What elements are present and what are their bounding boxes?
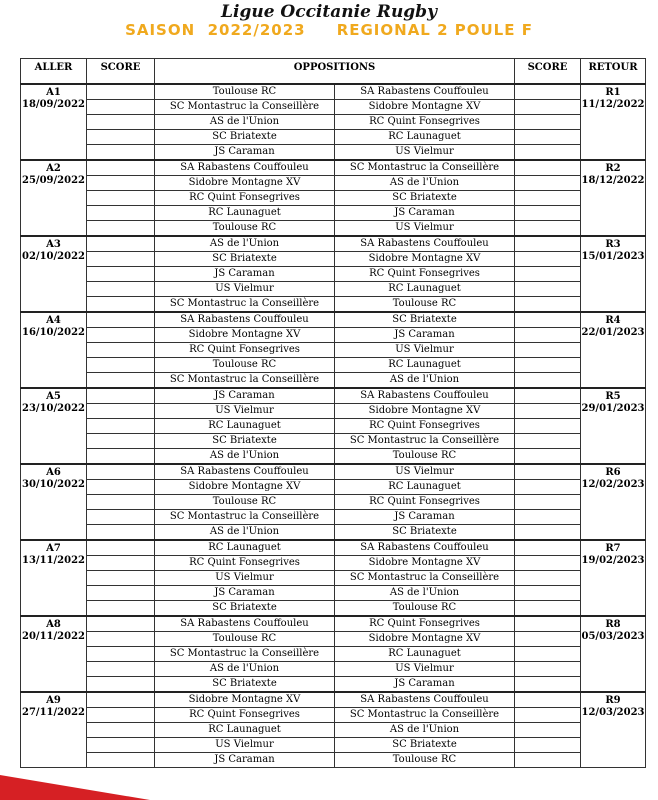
home-team: AS de l'Union	[155, 115, 335, 130]
score-home-cell	[87, 343, 155, 358]
score-away-cell	[515, 571, 581, 586]
home-team: JS Caraman	[155, 586, 335, 601]
away-team: AS de l'Union	[335, 373, 515, 389]
score-away-cell	[515, 738, 581, 753]
home-team: SC Montastruc la Conseillère	[155, 100, 335, 115]
table-row	[21, 282, 646, 297]
aller-date: 25/09/2022	[22, 175, 85, 186]
league-name: Ligue Occitanie Rugby	[221, 2, 437, 22]
table-row	[21, 738, 646, 753]
score-away-cell	[515, 525, 581, 541]
score-away-cell	[515, 130, 581, 145]
aller-date: 02/10/2022	[22, 251, 85, 262]
score-away-cell	[515, 540, 581, 556]
score-away-cell	[515, 419, 581, 434]
score-away-cell	[515, 480, 581, 495]
score-away-cell	[515, 221, 581, 237]
retour-cell	[581, 312, 646, 388]
score-away-cell	[515, 404, 581, 419]
away-team: AS de l'Union	[335, 176, 515, 191]
away-team: SC Briatexte	[335, 525, 515, 541]
score-away-cell	[515, 692, 581, 708]
score-away-cell	[515, 677, 581, 693]
score-away-cell	[515, 297, 581, 313]
score-home-cell	[87, 556, 155, 571]
away-team: US Vielmur	[335, 343, 515, 358]
home-team: AS de l'Union	[155, 662, 335, 677]
score-away-cell	[515, 464, 581, 480]
aller-cell	[21, 160, 87, 236]
home-team: RC Launaguet	[155, 206, 335, 221]
table-row	[21, 373, 646, 389]
table-row	[21, 419, 646, 434]
away-team: SC Briatexte	[335, 191, 515, 206]
column-retour: RETOUR	[581, 59, 646, 85]
score-home-cell	[87, 176, 155, 191]
table-row	[21, 160, 646, 176]
away-team: RC Quint Fonsegrives	[335, 616, 515, 632]
aller-round: A5	[46, 391, 61, 402]
score-away-cell	[515, 662, 581, 677]
aller-cell	[21, 540, 87, 616]
home-team: RC Launaguet	[155, 419, 335, 434]
score-home-cell	[87, 84, 155, 100]
retour-round: R7	[605, 543, 621, 554]
aller-round: A4	[46, 315, 61, 326]
retour-cell	[581, 388, 646, 464]
away-team: SA Rabastens Couffouleu	[335, 236, 515, 252]
score-home-cell	[87, 145, 155, 161]
score-home-cell	[87, 191, 155, 206]
aller-cell	[21, 692, 87, 768]
aller-cell	[21, 312, 87, 388]
table-row	[21, 495, 646, 510]
table-row	[21, 358, 646, 373]
score-home-cell	[87, 616, 155, 632]
away-team: Sidobre Montagne XV	[335, 632, 515, 647]
away-team: AS de l'Union	[335, 723, 515, 738]
home-team: Toulouse RC	[155, 632, 335, 647]
score-away-cell	[515, 586, 581, 601]
table-row	[21, 753, 646, 768]
table-row	[21, 328, 646, 343]
score-home-cell	[87, 236, 155, 252]
away-team: SC Montastruc la Conseillère	[335, 434, 515, 449]
column-score-away: SCORE	[515, 59, 581, 85]
table-row	[21, 145, 646, 161]
table-row	[21, 343, 646, 358]
home-team: Sidobre Montagne XV	[155, 480, 335, 495]
table-row	[21, 525, 646, 541]
retour-round: R3	[605, 239, 621, 250]
home-team: JS Caraman	[155, 388, 335, 404]
away-team: SA Rabastens Couffouleu	[335, 692, 515, 708]
home-team: AS de l'Union	[155, 236, 335, 252]
score-away-cell	[515, 510, 581, 525]
home-team: SC Briatexte	[155, 677, 335, 693]
table-row	[21, 601, 646, 617]
score-away-cell	[515, 160, 581, 176]
away-team: RC Quint Fonsegrives	[335, 419, 515, 434]
score-home-cell	[87, 115, 155, 130]
score-home-cell	[87, 571, 155, 586]
score-home-cell	[87, 738, 155, 753]
score-away-cell	[515, 753, 581, 768]
table-row	[21, 647, 646, 662]
retour-cell	[581, 160, 646, 236]
score-away-cell	[515, 601, 581, 617]
away-team: SA Rabastens Couffouleu	[335, 84, 515, 100]
score-away-cell	[515, 616, 581, 632]
aller-round: A1	[46, 87, 61, 98]
home-team: US Vielmur	[155, 738, 335, 753]
home-team: SC Montastruc la Conseillère	[155, 510, 335, 525]
away-team: Sidobre Montagne XV	[335, 252, 515, 267]
away-team: AS de l'Union	[335, 586, 515, 601]
home-team: SC Briatexte	[155, 252, 335, 267]
score-away-cell	[515, 434, 581, 449]
home-team: RC Quint Fonsegrives	[155, 556, 335, 571]
retour-date: 18/12/2022	[581, 175, 645, 186]
away-team: Toulouse RC	[335, 601, 515, 617]
away-team: RC Launaguet	[335, 130, 515, 145]
home-team: Sidobre Montagne XV	[155, 328, 335, 343]
table-row	[21, 632, 646, 647]
document-header	[0, 0, 658, 52]
table-row	[21, 571, 646, 586]
score-home-cell	[87, 753, 155, 768]
score-away-cell	[515, 373, 581, 389]
away-team: RC Launaguet	[335, 282, 515, 297]
column-oppositions: OPPOSITIONS	[155, 59, 515, 85]
aller-round: A6	[46, 467, 61, 478]
home-team: SC Briatexte	[155, 130, 335, 145]
score-home-cell	[87, 632, 155, 647]
home-team: SC Montastruc la Conseillère	[155, 647, 335, 662]
table-row	[21, 191, 646, 206]
retour-date: 11/12/2022	[581, 99, 645, 110]
away-team: Sidobre Montagne XV	[335, 556, 515, 571]
score-away-cell	[515, 312, 581, 328]
away-team: US Vielmur	[335, 221, 515, 237]
away-team: JS Caraman	[335, 677, 515, 693]
column-score-home: SCORE	[87, 59, 155, 85]
score-away-cell	[515, 252, 581, 267]
away-team: SC Briatexte	[335, 738, 515, 753]
aller-cell	[21, 616, 87, 692]
home-team: RC Quint Fonsegrives	[155, 343, 335, 358]
table-row	[21, 236, 646, 252]
table-row	[21, 404, 646, 419]
home-team: Sidobre Montagne XV	[155, 176, 335, 191]
home-team: US Vielmur	[155, 404, 335, 419]
table-header-row	[21, 59, 646, 85]
away-team: RC Quint Fonsegrives	[335, 115, 515, 130]
table-row	[21, 449, 646, 465]
home-team: SC Montastruc la Conseillère	[155, 373, 335, 389]
table-row	[21, 616, 646, 632]
home-team: Sidobre Montagne XV	[155, 692, 335, 708]
score-away-cell	[515, 267, 581, 282]
score-home-cell	[87, 282, 155, 297]
score-away-cell	[515, 723, 581, 738]
retour-round: R2	[605, 163, 621, 174]
score-home-cell	[87, 662, 155, 677]
table-row	[21, 708, 646, 723]
retour-date: 15/01/2023	[581, 251, 645, 262]
aller-date: 13/11/2022	[22, 555, 85, 566]
column-aller: ALLER	[21, 59, 87, 85]
aller-cell	[21, 388, 87, 464]
table-row	[21, 115, 646, 130]
home-team: Toulouse RC	[155, 495, 335, 510]
home-team: SA Rabastens Couffouleu	[155, 312, 335, 328]
away-team: Toulouse RC	[335, 297, 515, 313]
aller-cell	[21, 464, 87, 540]
score-away-cell	[515, 191, 581, 206]
home-team: US Vielmur	[155, 571, 335, 586]
home-team: Toulouse RC	[155, 221, 335, 237]
table-row	[21, 267, 646, 282]
aller-date: 27/11/2022	[22, 707, 85, 718]
aller-cell	[21, 84, 87, 160]
retour-cell	[581, 84, 646, 160]
away-team: SC Montastruc la Conseillère	[335, 160, 515, 176]
away-team: Toulouse RC	[335, 449, 515, 465]
score-home-cell	[87, 267, 155, 282]
score-home-cell	[87, 312, 155, 328]
retour-date: 29/01/2023	[581, 403, 645, 414]
retour-cell	[581, 464, 646, 540]
aller-round: A7	[46, 543, 61, 554]
score-home-cell	[87, 525, 155, 541]
table-row	[21, 692, 646, 708]
score-home-cell	[87, 540, 155, 556]
home-team: AS de l'Union	[155, 525, 335, 541]
corner-accent	[0, 775, 150, 800]
away-team: SC Briatexte	[335, 312, 515, 328]
home-team: JS Caraman	[155, 753, 335, 768]
score-home-cell	[87, 586, 155, 601]
score-home-cell	[87, 388, 155, 404]
score-away-cell	[515, 282, 581, 297]
table-row	[21, 556, 646, 571]
home-team: JS Caraman	[155, 267, 335, 282]
score-away-cell	[515, 343, 581, 358]
score-away-cell	[515, 84, 581, 100]
table-row	[21, 130, 646, 145]
away-team: RC Launaguet	[335, 358, 515, 373]
score-home-cell	[87, 297, 155, 313]
score-home-cell	[87, 419, 155, 434]
home-team: JS Caraman	[155, 145, 335, 161]
retour-round: R5	[605, 391, 621, 402]
table-row	[21, 464, 646, 480]
score-away-cell	[515, 236, 581, 252]
retour-cell	[581, 236, 646, 312]
table-row	[21, 100, 646, 115]
score-home-cell	[87, 480, 155, 495]
score-away-cell	[515, 358, 581, 373]
retour-date: 05/03/2023	[581, 631, 645, 642]
score-home-cell	[87, 404, 155, 419]
retour-date: 12/02/2023	[581, 479, 645, 490]
table-row	[21, 540, 646, 556]
away-team: SA Rabastens Couffouleu	[335, 388, 515, 404]
away-team: US Vielmur	[335, 145, 515, 161]
table-row	[21, 586, 646, 601]
score-away-cell	[515, 100, 581, 115]
score-home-cell	[87, 252, 155, 267]
score-away-cell	[515, 708, 581, 723]
score-away-cell	[515, 176, 581, 191]
aller-date: 16/10/2022	[22, 327, 85, 338]
away-team: Sidobre Montagne XV	[335, 404, 515, 419]
table-row	[21, 480, 646, 495]
away-team: JS Caraman	[335, 328, 515, 343]
table-row	[21, 510, 646, 525]
table-row	[21, 176, 646, 191]
table-row	[21, 388, 646, 404]
retour-date: 22/01/2023	[581, 327, 645, 338]
score-away-cell	[515, 556, 581, 571]
table-row	[21, 723, 646, 738]
score-home-cell	[87, 130, 155, 145]
home-team: Toulouse RC	[155, 358, 335, 373]
score-away-cell	[515, 328, 581, 343]
away-team: Sidobre Montagne XV	[335, 100, 515, 115]
score-home-cell	[87, 464, 155, 480]
table-row	[21, 221, 646, 237]
score-home-cell	[87, 677, 155, 693]
retour-date: 19/02/2023	[581, 555, 645, 566]
home-team: US Vielmur	[155, 282, 335, 297]
home-team: RC Launaguet	[155, 540, 335, 556]
away-team: SC Montastruc la Conseillère	[335, 708, 515, 723]
score-home-cell	[87, 495, 155, 510]
score-home-cell	[87, 206, 155, 221]
score-away-cell	[515, 647, 581, 662]
table-row	[21, 84, 646, 100]
score-away-cell	[515, 388, 581, 404]
score-away-cell	[515, 145, 581, 161]
table-row	[21, 252, 646, 267]
score-home-cell	[87, 434, 155, 449]
score-away-cell	[515, 449, 581, 465]
away-team: RC Launaguet	[335, 647, 515, 662]
score-away-cell	[515, 206, 581, 221]
retour-round: R9	[605, 695, 621, 706]
season-title: SAISON 2022/2023 REGIONAL 2 POULE F	[125, 21, 533, 39]
aller-date: 20/11/2022	[22, 631, 85, 642]
away-team: RC Quint Fonsegrives	[335, 267, 515, 282]
aller-date: 30/10/2022	[22, 479, 85, 490]
score-home-cell	[87, 100, 155, 115]
away-team: RC Launaguet	[335, 480, 515, 495]
aller-round: A2	[46, 163, 61, 174]
score-home-cell	[87, 708, 155, 723]
home-team: SC Montastruc la Conseillère	[155, 297, 335, 313]
table-row	[21, 677, 646, 693]
aller-round: A9	[46, 695, 61, 706]
score-home-cell	[87, 373, 155, 389]
away-team: JS Caraman	[335, 510, 515, 525]
away-team: SA Rabastens Couffouleu	[335, 540, 515, 556]
table-row	[21, 312, 646, 328]
score-home-cell	[87, 358, 155, 373]
away-team: US Vielmur	[335, 464, 515, 480]
home-team: SA Rabastens Couffouleu	[155, 616, 335, 632]
aller-cell	[21, 236, 87, 312]
aller-date: 23/10/2022	[22, 403, 85, 414]
away-team: RC Quint Fonsegrives	[335, 495, 515, 510]
score-home-cell	[87, 449, 155, 465]
score-home-cell	[87, 328, 155, 343]
retour-round: R6	[605, 467, 621, 478]
retour-cell	[581, 692, 646, 768]
score-home-cell	[87, 221, 155, 237]
score-home-cell	[87, 601, 155, 617]
away-team: SC Montastruc la Conseillère	[335, 571, 515, 586]
away-team: Toulouse RC	[335, 753, 515, 768]
aller-round: A3	[46, 239, 61, 250]
home-team: RC Quint Fonsegrives	[155, 708, 335, 723]
home-team: AS de l'Union	[155, 449, 335, 465]
aller-round: A8	[46, 619, 61, 630]
away-team: US Vielmur	[335, 662, 515, 677]
retour-cell	[581, 540, 646, 616]
fixtures-body	[21, 84, 646, 768]
fixtures-table	[20, 58, 646, 768]
away-team: JS Caraman	[335, 206, 515, 221]
home-team: SC Briatexte	[155, 434, 335, 449]
home-team: RC Launaguet	[155, 723, 335, 738]
score-away-cell	[515, 115, 581, 130]
retour-date: 12/03/2023	[581, 707, 645, 718]
score-home-cell	[87, 510, 155, 525]
home-team: Toulouse RC	[155, 84, 335, 100]
home-team: SC Briatexte	[155, 601, 335, 617]
retour-cell	[581, 616, 646, 692]
table-row	[21, 206, 646, 221]
score-home-cell	[87, 647, 155, 662]
home-team: SA Rabastens Couffouleu	[155, 464, 335, 480]
score-away-cell	[515, 495, 581, 510]
home-team: RC Quint Fonsegrives	[155, 191, 335, 206]
score-home-cell	[87, 692, 155, 708]
table-row	[21, 297, 646, 313]
retour-round: R8	[605, 619, 621, 630]
aller-date: 18/09/2022	[22, 99, 85, 110]
table-row	[21, 662, 646, 677]
home-team: SA Rabastens Couffouleu	[155, 160, 335, 176]
retour-round: R1	[605, 87, 621, 98]
table-row	[21, 434, 646, 449]
score-home-cell	[87, 723, 155, 738]
score-home-cell	[87, 160, 155, 176]
score-away-cell	[515, 632, 581, 647]
retour-round: R4	[605, 315, 621, 326]
